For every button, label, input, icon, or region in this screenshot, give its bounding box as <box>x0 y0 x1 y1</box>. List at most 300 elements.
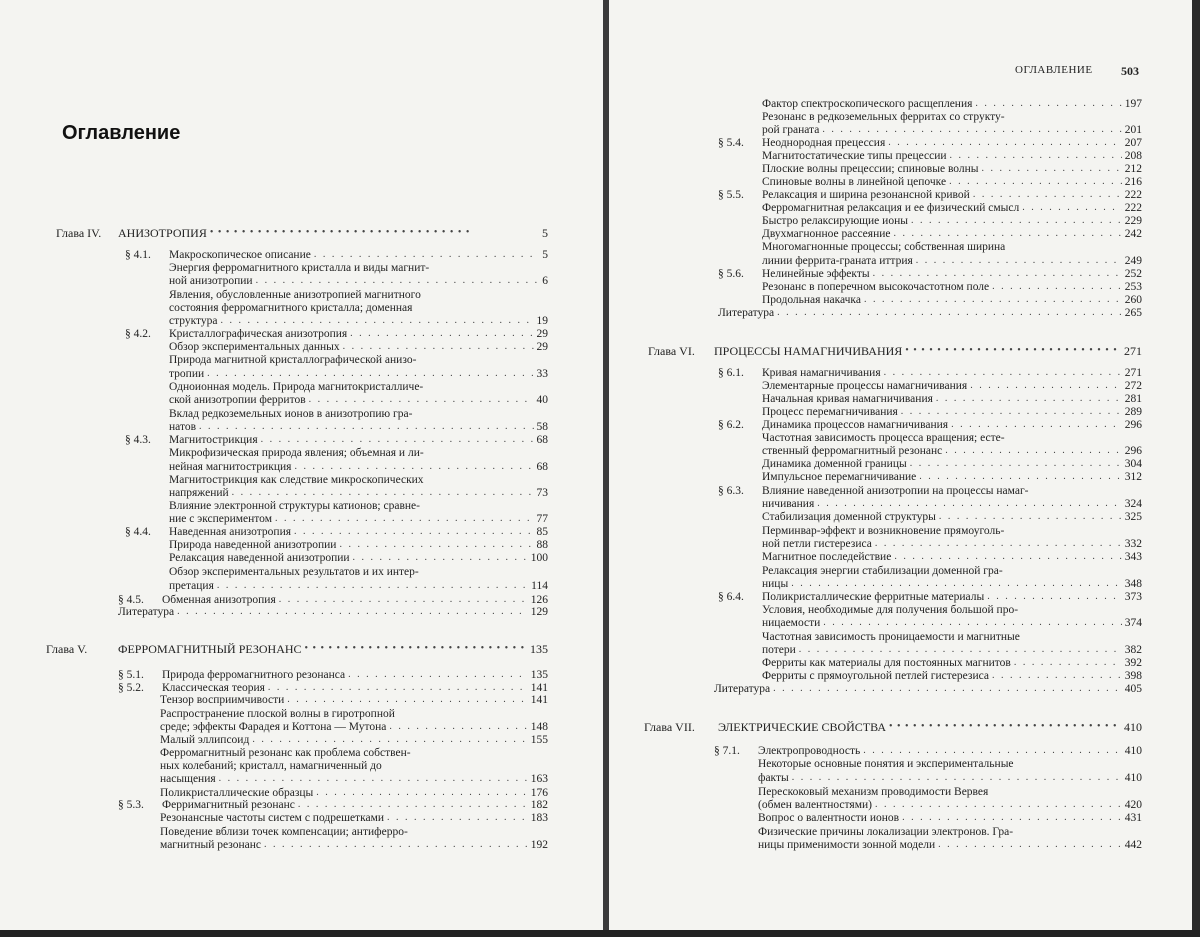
section-number: § 4.4. <box>125 526 151 538</box>
entry-title: Релаксация наведенной анизотропии <box>169 552 350 564</box>
entry-title: Магнитострикция <box>169 434 258 446</box>
entry-title: Природа наведенной анизотропии <box>169 539 337 551</box>
entry-title: Начальная кривая намагничивания <box>762 393 933 405</box>
leader-dots <box>350 328 533 340</box>
chapter-title: ФЕРРОМАГНИТНЫЙ РЕЗОНАНС <box>118 642 302 656</box>
toc-entry <box>758 839 1142 851</box>
toc-entry-literature <box>118 606 548 618</box>
toc-entry-line <box>718 485 1142 497</box>
section-number: § 5.1. <box>118 669 144 681</box>
entry-title: натов <box>169 421 197 433</box>
entry-title: Литература <box>118 606 175 618</box>
page-number: 6 <box>542 275 548 287</box>
page-number: 141 <box>530 694 548 706</box>
book-gutter <box>603 0 609 937</box>
toc-entry <box>169 539 548 551</box>
page-number: 77 <box>536 513 548 525</box>
leader-dots <box>992 281 1122 293</box>
toc-entry <box>718 591 1142 603</box>
leader-dots <box>901 406 1122 418</box>
page-number: 271 <box>1124 344 1142 358</box>
page-number: 253 <box>1124 281 1142 293</box>
leader-dots <box>950 150 1122 162</box>
page-number: 260 <box>1124 294 1142 306</box>
toc-entry <box>758 812 1142 824</box>
toc-chapter-7 <box>644 721 1142 733</box>
page-number: 5 <box>542 249 548 261</box>
leader-dots <box>992 670 1122 682</box>
leader-dots <box>252 734 527 746</box>
entry-title: Быстро релаксирующие ионы <box>762 215 908 227</box>
leader-dots <box>219 773 528 785</box>
chapter-label: Глава VII. <box>644 720 695 734</box>
toc-entry <box>762 458 1142 470</box>
leader-dots <box>873 268 1122 280</box>
toc-entry <box>762 176 1142 188</box>
section-number: § 6.1. <box>718 367 744 379</box>
entry-title: насыщения <box>160 773 216 785</box>
leader-dots <box>1014 657 1122 669</box>
toc-entry-line: Микрофизическая природа явления; объемная и ли- <box>169 447 424 459</box>
toc-entry-line: Поведение вблизи точек компенсации; антиферро- <box>160 826 408 838</box>
toc-entry-line: Условия, необходимые для получения большой про- <box>762 604 1019 616</box>
page-number: 296 <box>1124 419 1142 431</box>
chapter-label: Глава V. <box>46 642 88 656</box>
entry-title: Малый эллипсоид <box>160 734 250 746</box>
toc-entry <box>169 580 548 592</box>
leader-dots <box>982 163 1122 175</box>
page-number: 272 <box>1124 380 1142 392</box>
leader-dots <box>951 419 1122 431</box>
leader-dots <box>339 539 533 551</box>
entry-title: линии феррита-граната иттрия <box>762 255 913 267</box>
toc-entry <box>762 163 1142 175</box>
entry-title: Вопрос о валентности ионов <box>758 812 900 824</box>
leader-dots <box>389 721 527 733</box>
page-number: 410 <box>1124 720 1142 734</box>
toc-entry <box>762 294 1142 306</box>
page-number: 201 <box>1124 124 1142 136</box>
toc-entry <box>160 773 548 785</box>
page-number: 431 <box>1124 812 1142 824</box>
toc-chapter-4 <box>56 227 548 239</box>
entry-title: Динамика процессов намагничивания <box>762 419 949 431</box>
toc-entry <box>169 552 548 564</box>
entry-title: претация <box>169 580 214 592</box>
leader-dots <box>298 799 528 811</box>
leader-dots <box>973 189 1122 201</box>
section-number: § 5.2. <box>118 682 144 694</box>
entry-title: Поликристаллические образцы <box>160 787 314 799</box>
toc-entry <box>118 669 548 681</box>
page-number: 442 <box>1124 839 1142 851</box>
entry-title: Кристаллографическая анизотропия <box>169 328 348 340</box>
page-number: 40 <box>536 394 548 406</box>
entry-title: Двухмагнонное рассеяние <box>762 228 891 240</box>
toc-entry-line: ных колебаний; кристалл, намагниченный до <box>160 760 382 772</box>
section-number: § 6.4. <box>718 591 744 603</box>
toc-entry-line: Природа магнитной кристаллографической анизо- <box>169 354 417 366</box>
chapter-label: Глава VI. <box>648 344 695 358</box>
leader-dots <box>894 551 1121 563</box>
page-number: 222 <box>1124 189 1142 201</box>
page-number: 312 <box>1124 471 1142 483</box>
page-number: 405 <box>1124 683 1142 695</box>
entry-title: Динамика доменной границы <box>762 458 907 470</box>
page-number: 73 <box>536 487 548 499</box>
leader-dots <box>275 513 534 525</box>
running-head: ОГЛАВЛЕНИЕ <box>1015 64 1093 76</box>
page-number: 85 <box>536 526 548 538</box>
leader-dots <box>1022 202 1122 214</box>
leader-dots <box>945 445 1122 457</box>
leader-dots <box>207 368 533 380</box>
toc-entry <box>762 670 1142 682</box>
page-number: 222 <box>1124 202 1142 214</box>
entry-title: Литература <box>718 307 775 319</box>
toc-entry <box>125 328 548 340</box>
chapter-label: Глава IV. <box>56 226 102 240</box>
toc-entry-line: Распространение плоской волны в гиротропной <box>160 708 395 720</box>
toc-entry <box>762 255 1142 267</box>
toc-entry-literature <box>718 307 1142 319</box>
leader-dots <box>949 176 1122 188</box>
entry-title: магнитный резонанс <box>160 839 262 851</box>
folio-page-number: 503 <box>1121 64 1139 78</box>
page-edge <box>1192 0 1200 937</box>
entry-title: Магнитостатические типы прецессии <box>762 150 947 162</box>
toc-entry <box>169 421 548 433</box>
page-number: 183 <box>530 812 548 824</box>
page-number: 163 <box>530 773 548 785</box>
leader-dots <box>343 341 534 353</box>
leader-dots <box>261 434 534 446</box>
leader-dots <box>919 471 1121 483</box>
toc-entry-line: Энергия ферромагнитного кристалла и виды магнит- <box>169 262 430 274</box>
leader-dots <box>232 487 534 499</box>
toc-entry <box>762 380 1142 392</box>
leader-dots <box>939 511 1122 523</box>
page-number: 289 <box>1124 406 1142 418</box>
entry-title: Наведенная анизотропия <box>169 526 292 538</box>
leader-dots <box>791 578 1122 590</box>
entry-title: (обмен валентностями) <box>758 799 872 811</box>
entry-title: ницы <box>762 578 789 590</box>
toc-entry-line: Явления, обусловленные анизотропией магнитного <box>169 289 421 301</box>
page-number: 373 <box>1124 591 1142 603</box>
entry-title: ничивания <box>762 498 815 510</box>
entry-title: Электропроводность <box>758 745 861 757</box>
toc-entry <box>718 419 1142 431</box>
leader-dots <box>905 345 1121 357</box>
page-number: 410 <box>1124 745 1142 757</box>
toc-entry <box>718 268 1142 280</box>
toc-entry <box>762 98 1142 110</box>
leader-dots <box>938 839 1122 851</box>
toc-entry <box>762 471 1142 483</box>
page-number: 141 <box>530 682 548 694</box>
page-number: 324 <box>1124 498 1142 510</box>
toc-entry <box>160 694 548 706</box>
page-number: 296 <box>1124 445 1142 457</box>
leader-dots <box>294 461 533 473</box>
leader-dots <box>911 215 1122 227</box>
page-number: 281 <box>1124 393 1142 405</box>
leader-dots <box>888 137 1122 149</box>
toc-entry <box>762 393 1142 405</box>
page-number: 382 <box>1124 644 1142 656</box>
page-number: 212 <box>1124 163 1142 175</box>
toc-entry <box>762 228 1142 240</box>
entry-title: Элементарные процессы намагничивания <box>762 380 968 392</box>
page-number: 197 <box>1124 98 1142 110</box>
toc-entry <box>160 787 548 799</box>
page-number: 88 <box>536 539 548 551</box>
entry-title: Импульсное перемагничивание <box>762 471 917 483</box>
page-number: 29 <box>536 341 548 353</box>
toc-entry <box>125 526 548 538</box>
entry-title: Классическая теория <box>162 682 265 694</box>
page-number: 5 <box>542 226 548 240</box>
section-number: § 5.4. <box>718 137 744 149</box>
entry-title: Неоднородная прецессия <box>762 137 886 149</box>
toc-entry-line: Одноионная модель. Природа магнитокристалличе- <box>169 381 424 393</box>
toc-entry-line: Перескоковый механизм проводимости Вервея <box>758 786 989 798</box>
page-number: 19 <box>536 315 548 327</box>
leader-dots <box>936 393 1122 405</box>
leader-dots <box>910 458 1122 470</box>
entry-title: Тензор восприимчивости <box>160 694 285 706</box>
page-number: 420 <box>1124 799 1142 811</box>
entry-title: потери <box>762 644 796 656</box>
toc-entry <box>160 812 548 824</box>
page-number: 135 <box>530 669 548 681</box>
leader-dots <box>217 580 528 592</box>
entry-title: Обзор экспериментальных данных <box>169 341 340 353</box>
toc-entry-line: Некоторые основные понятия и экспериментальные <box>758 758 1014 770</box>
toc-entry <box>762 617 1142 629</box>
leader-dots <box>777 307 1122 319</box>
entry-title: Ферромагнитная релаксация и ее физический смысл <box>762 202 1020 214</box>
toc-entry <box>125 434 548 446</box>
section-number: § 6.3. <box>718 485 744 497</box>
toc-chapter-6 <box>648 345 1142 357</box>
section-number: § 7.1. <box>714 745 740 757</box>
toc-entry-line: Магнитострикция как следствие микроскопических <box>169 474 424 486</box>
leader-dots <box>294 526 533 538</box>
leader-dots <box>875 799 1122 811</box>
page-number: 252 <box>1124 268 1142 280</box>
toc-entry-line: Частотная зависимость проницаемости и магнитные <box>762 631 1020 643</box>
toc-entry <box>718 189 1142 201</box>
page-number: 304 <box>1124 458 1142 470</box>
leader-dots <box>894 228 1122 240</box>
entry-title: нейная магнитострикция <box>169 461 292 473</box>
page-number: 265 <box>1124 307 1142 319</box>
leader-dots <box>875 538 1122 550</box>
section-number: § 4.5. <box>118 594 144 606</box>
section-number: § 4.2. <box>125 328 151 340</box>
section-number: § 5.6. <box>718 268 744 280</box>
leader-dots <box>199 421 533 433</box>
section-number: § 6.2. <box>718 419 744 431</box>
toc-chapter-5 <box>46 643 548 655</box>
entry-title: ницаемости <box>762 617 821 629</box>
leader-dots <box>799 644 1122 656</box>
entry-title: Продольная накачка <box>762 294 861 306</box>
page-number: 229 <box>1124 215 1142 227</box>
page-number: 68 <box>536 461 548 473</box>
leader-dots <box>316 787 527 799</box>
page-number: 182 <box>530 799 548 811</box>
entry-title: ницы применимости зонной модели <box>758 839 936 851</box>
toc-entry <box>118 594 548 606</box>
toc-entry <box>758 772 1142 784</box>
toc-entry-line: Вклад редкоземельных ионов в анизотропию гра- <box>169 408 413 420</box>
leader-dots <box>773 683 1122 695</box>
toc-entry <box>762 538 1142 550</box>
page-number: 114 <box>531 580 548 592</box>
toc-entry <box>169 394 548 406</box>
entry-title: рой граната <box>762 124 820 136</box>
leader-dots <box>863 745 1122 757</box>
toc-entry-line: Ферромагнитный резонанс как проблема собствен- <box>160 747 411 759</box>
page-number: 392 <box>1124 657 1142 669</box>
entry-title: Фактор спектроскопического расщепления <box>762 98 973 110</box>
entry-title: структура <box>169 315 218 327</box>
leader-dots <box>823 617 1121 629</box>
toc-entry <box>718 367 1142 379</box>
toc-entry <box>169 341 548 353</box>
leader-dots <box>353 552 528 564</box>
entry-title: Литература <box>714 683 771 695</box>
leader-dots <box>970 380 1122 392</box>
page-number: 216 <box>1124 176 1142 188</box>
leader-dots <box>792 772 1122 784</box>
leader-dots <box>975 98 1121 110</box>
entry-title: Природа ферромагнитного резонанса <box>162 669 346 681</box>
leader-dots <box>902 812 1122 824</box>
page-number: 58 <box>536 421 548 433</box>
toc-entry <box>762 124 1142 136</box>
leader-dots <box>884 367 1122 379</box>
leader-dots <box>264 839 528 851</box>
page-title: Оглавление <box>62 122 181 144</box>
toc-entry <box>762 281 1142 293</box>
entry-title: ной петли гистерезиса <box>762 538 872 550</box>
leader-dots <box>268 682 528 694</box>
bottom-edge <box>0 930 1200 937</box>
toc-entry <box>762 657 1142 669</box>
toc-entry-line: Перминвар-эффект и возникновение прямоуголь- <box>762 525 1005 537</box>
leader-dots <box>987 591 1122 603</box>
toc-entry <box>160 734 548 746</box>
entry-title: ние с экспериментом <box>169 513 272 525</box>
leader-dots <box>305 643 527 655</box>
entry-title: факты <box>758 772 789 784</box>
toc-entry <box>762 202 1142 214</box>
leader-dots <box>221 315 534 327</box>
toc-entry <box>762 445 1142 457</box>
toc-entry-literature <box>714 683 1142 695</box>
entry-title: ственный ферромагнитный резонанс <box>762 445 943 457</box>
toc-entry <box>762 406 1142 418</box>
toc-entry-line: состояния ферромагнитного кристалла; доменная <box>169 302 413 314</box>
page-number: 129 <box>530 606 548 618</box>
toc-entry <box>762 551 1142 563</box>
entry-title: среде; эффекты Фарадея и Коттона — Мутона <box>160 721 387 733</box>
entry-title: Поликристаллические ферритные материалы <box>762 591 985 603</box>
leader-dots <box>889 721 1121 733</box>
page-number: 155 <box>530 734 548 746</box>
page-number: 332 <box>1124 538 1142 550</box>
chapter-title: ЭЛЕКТРИЧЕСКИЕ СВОЙСТВА <box>718 720 887 734</box>
toc-entry <box>169 275 548 287</box>
page-number: 410 <box>1124 772 1142 784</box>
page-number: 348 <box>1124 578 1142 590</box>
leader-dots <box>309 394 534 406</box>
page-number: 135 <box>530 642 548 656</box>
toc-entry <box>169 368 548 380</box>
section-number: § 4.1. <box>125 249 151 261</box>
page-number: 29 <box>536 328 548 340</box>
section-number: § 4.3. <box>125 434 151 446</box>
entry-title: Резонансные частоты систем с подрешетками <box>160 812 385 824</box>
chapter-title: АНИЗОТРОПИЯ <box>118 226 207 240</box>
leader-dots <box>864 294 1122 306</box>
toc-entry <box>169 461 548 473</box>
toc-entry <box>762 578 1142 590</box>
leader-dots <box>314 249 539 261</box>
toc-entry <box>714 745 1142 757</box>
toc-entry-line: Обзор экспериментальных результатов и их интер- <box>169 566 419 578</box>
leader-dots <box>348 669 528 681</box>
toc-entry <box>125 249 548 261</box>
entry-title: Нелинейные эффекты <box>762 268 870 280</box>
page-number: 249 <box>1124 255 1142 267</box>
leader-dots <box>817 498 1122 510</box>
toc-entry <box>169 513 548 525</box>
entry-title: Ферриты с прямоугольной петлей гистерезиса <box>762 670 989 682</box>
entry-title: Макроскопическое описание <box>169 249 311 261</box>
leader-dots <box>822 124 1121 136</box>
page-number: 207 <box>1124 137 1142 149</box>
leader-dots <box>279 594 528 606</box>
page-number: 100 <box>530 552 548 564</box>
toc-entry <box>762 498 1142 510</box>
entry-title: Ферриты как материалы для постоянных магнитов <box>762 657 1011 669</box>
toc-entry <box>762 215 1142 227</box>
entry-title: Плоские волны прецессии; спиновые волны <box>762 163 979 175</box>
leader-dots <box>210 227 539 239</box>
toc-entry <box>118 682 548 694</box>
page-number: 398 <box>1124 670 1142 682</box>
page-number: 68 <box>536 434 548 446</box>
page-number: 374 <box>1124 617 1142 629</box>
entry-title: Процесс перемагничивания <box>762 406 898 418</box>
toc-entry <box>758 799 1142 811</box>
toc-entry <box>160 721 548 733</box>
page-number: 33 <box>536 368 548 380</box>
toc-entry <box>118 799 548 811</box>
toc-entry-line: Многомагнонные процессы; собственная ширина <box>762 241 1006 253</box>
entry-title: Стабилизация доменной структуры <box>762 511 936 523</box>
page-number: 176 <box>530 787 548 799</box>
leader-dots <box>177 606 528 618</box>
page-number: 192 <box>530 839 548 851</box>
entry-title: Релаксация и ширина резонансной кривой <box>762 189 970 201</box>
toc-entry-line: Резонанс в редкоземельных ферритах со структу- <box>762 111 1005 123</box>
